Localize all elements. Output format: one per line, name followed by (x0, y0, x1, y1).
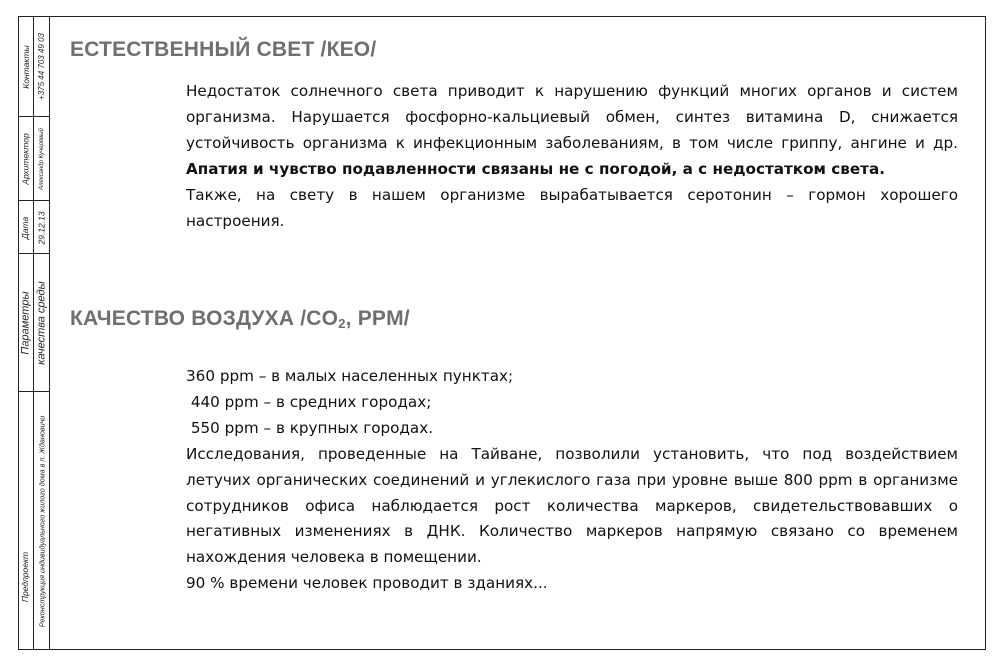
air-text-block (186, 364, 958, 597)
air-line-3: 550 ppm – в крупных городах. (186, 418, 434, 437)
air-line-2: 440 ppm – в средних городах; (186, 392, 432, 411)
contacts-label-col (18, 16, 33, 117)
project-value: Реконструкция индивидуального жилого дома в п. Ждановичи (37, 415, 46, 627)
light-paragraph-1-text: Недостаток солнечного света приводит к нарушению функций многих органов и систем организма. Нарушается фосфорно-кальциевый обмен, синтез витамина D, снижается устойчивость организма к инфекционным заболеваниям, в том числе гриппу, ангине и др. (186, 82, 958, 152)
architect-label-col (18, 117, 33, 201)
params-label-col-2 (34, 254, 49, 392)
title-block (18, 16, 50, 650)
date-label: Дата (20, 216, 31, 239)
section-heading-light: ЕСТЕСТВЕННЫЙ СВЕТ /КЕО/ (70, 38, 377, 61)
date-label-col (18, 201, 33, 254)
section-heading-air (70, 307, 410, 331)
contacts-value-col (34, 16, 49, 117)
air-heading-prefix: КАЧЕСТВО ВОЗДУХА /CO (70, 307, 339, 330)
project-label-col (18, 392, 33, 650)
air-heading-sub: 2 (338, 316, 346, 331)
light-paragraph-2: Также, на свету в нашем организме вырабатывается серотонин – гормон хорошего настроения. (186, 185, 958, 230)
air-last-line: 90 % времени человек проводит в зданиях... (186, 574, 548, 593)
architect-label: Архитектор (20, 133, 31, 185)
contacts-label: Контакты (20, 44, 31, 89)
date-value: 29.12.13 (36, 210, 47, 245)
project-label: Предпроект (20, 551, 31, 603)
architect-value: Александр Кучерявый (38, 128, 45, 190)
light-paragraph-1-bold: Апатия и чувство подавленности связаны не с погодой, а с недостатком света. (186, 159, 885, 178)
light-paragraph-1 (186, 79, 958, 183)
air-heading-suffix: , PPM/ (345, 307, 410, 330)
params-label-col (18, 254, 33, 392)
light-text-block (186, 79, 958, 234)
air-line-1: 360 ppm – в малых населенных пунктах; (186, 367, 514, 385)
contacts-value: +375 44 703 49 03 (37, 33, 47, 100)
architect-value-col (34, 117, 49, 201)
params-label-1: Параметры (19, 291, 32, 355)
date-value-col (34, 201, 49, 254)
air-paragraph: Исследования, проведенные на Тайване, позволили установить, что под воздействием летучих органических соединений и углекислого газа при уровне выше 800 ppm в организме сотрудников офиса наблюдается рост количества маркеров, свидетельствовавших о негативных изменениях в ДНК. Количество маркеров напрямую связано со временем нахождения человека в помещении. (186, 444, 958, 567)
project-value-col (34, 392, 49, 650)
params-label-2: качества среды (35, 281, 48, 365)
